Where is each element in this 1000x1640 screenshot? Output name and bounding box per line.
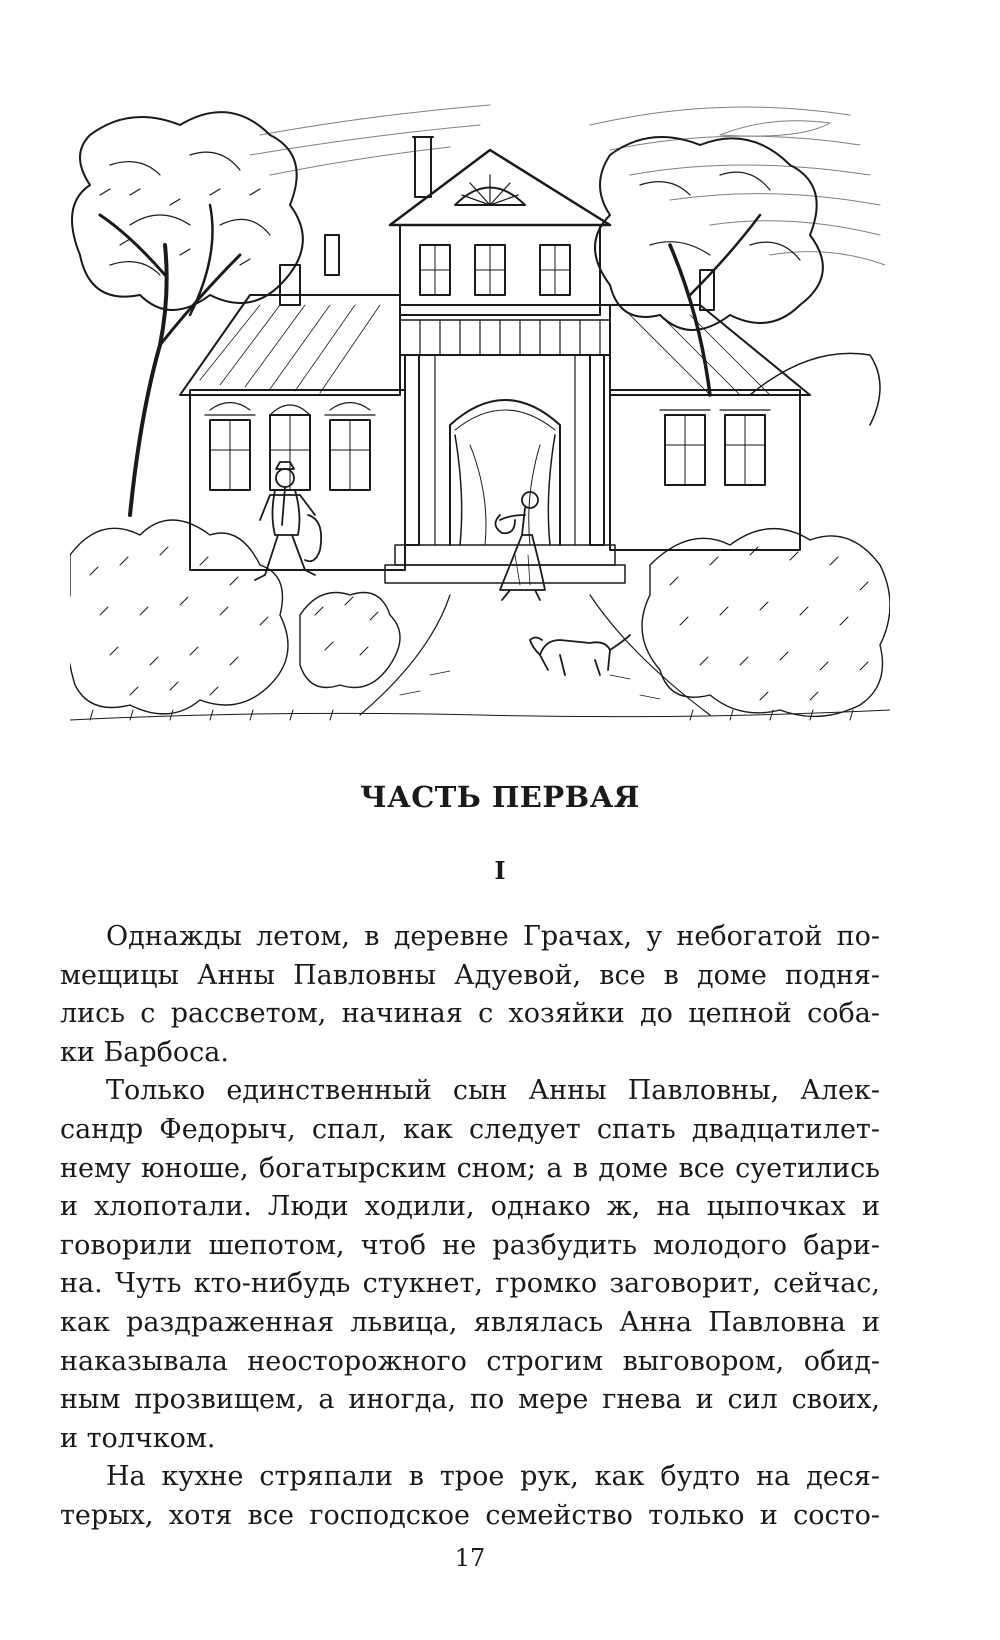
text-line: нему юноше, богатырским сном; а в доме все суетились (60, 1152, 880, 1184)
text-line: ки Барбоса. (60, 1036, 229, 1068)
woman-figure (495, 492, 545, 600)
chapter-numeral: I (494, 856, 506, 885)
text-line: Однажды летом, в деревне Грачах, у небогатой по- (106, 921, 880, 952)
balcony (400, 305, 610, 355)
right-tree (595, 137, 880, 425)
body-text (60, 918, 880, 1536)
text-line: мещицы Анны Павловны Адуевой, все в доме подня- (60, 959, 880, 991)
text-line: и хлопотали. Люди ходили, однако ж, на цыпочках и (60, 1191, 880, 1223)
man-figure (255, 462, 321, 580)
right-wing (610, 305, 810, 550)
left-bushes (70, 520, 400, 714)
text-line: как раздраженная львица, являлась Анна Павловна и (60, 1306, 880, 1338)
central-upper (400, 225, 600, 315)
text-line: сандр Федорыч, спал, как следует спать двадцатилет- (60, 1113, 880, 1145)
left-tree (72, 112, 303, 515)
central-pediment (390, 150, 610, 225)
ground-grass (70, 710, 890, 720)
chimneys (280, 137, 714, 310)
text-line: наказывала неосторожного строгим выговором, обид- (60, 1345, 880, 1377)
sky-hatching (250, 105, 885, 265)
text-line: терых, хотя все господское семейство только и состо- (60, 1499, 880, 1531)
portico (385, 355, 625, 583)
page-number: 17 (454, 1544, 486, 1572)
left-wing (180, 295, 405, 570)
right-bushes (642, 529, 890, 717)
text-line: лись с рассветом, начиная с хозяйки до цепной соба- (60, 998, 880, 1030)
garden-path (360, 595, 710, 715)
text-line: Только единственный сын Анны Павловны, Алек- (106, 1075, 880, 1107)
dog-figure (530, 635, 630, 675)
text-line: На кухне стряпали в трое рук, как будто на деся- (106, 1461, 880, 1493)
text-line: ным прозвищем, а иногда, по мере гнева и сил своих, (60, 1384, 880, 1416)
text-line: на. Чуть кто-нибудь стукнет, громко заговорит, сейчас, (60, 1268, 880, 1300)
manor-house-illustration (70, 95, 890, 725)
text-line: говорили шепотом, чтоб не разбудить молодого бари- (60, 1229, 880, 1261)
part-heading: ЧАСТЬ ПЕРВАЯ (360, 780, 640, 814)
text-line: и толчком. (60, 1422, 216, 1454)
